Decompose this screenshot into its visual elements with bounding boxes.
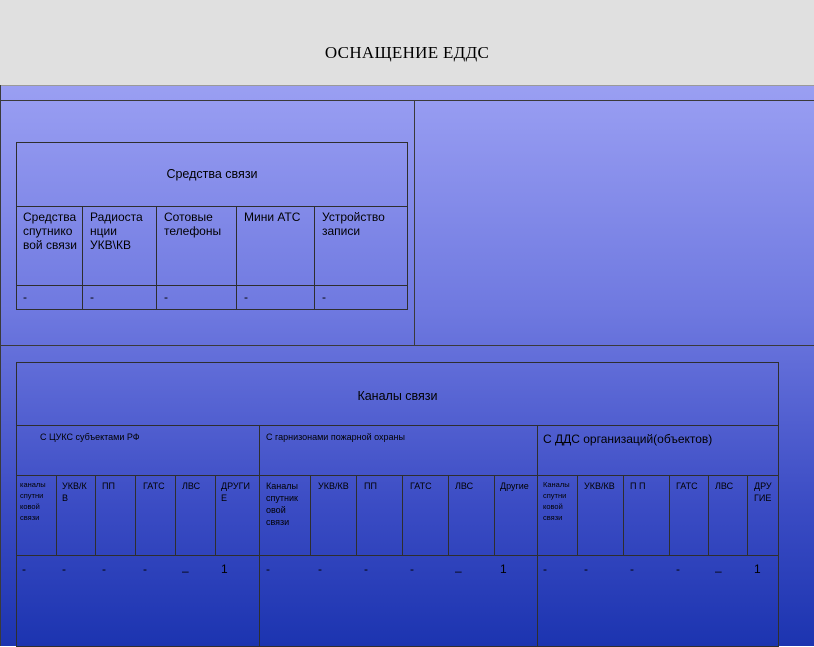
channels-title-divider [17,425,778,426]
frame-divider [414,100,415,345]
channels-col-divider [175,475,176,555]
channel-header: УКВ/КВ [318,481,349,491]
channels-col-divider [669,475,670,555]
channel-header: ГАТС [143,481,165,491]
channel-value: 1 [221,562,228,576]
comm-table-title: Средства связи [166,167,258,181]
channel-value: – [182,564,189,578]
channels-group-split [259,425,260,646]
channel-value: - [143,562,147,576]
channels-table-title: Каналы связи [357,389,438,403]
comm-title-divider [17,206,407,207]
channel-value: - [22,562,26,576]
comm-col-divider [236,206,237,309]
channel-header: ГАТС [676,481,698,491]
channel-header: ЛВС [182,481,201,491]
channel-header: П П [630,481,646,491]
channels-table [16,362,779,647]
channels-col-divider [708,475,709,555]
comm-header: Сотовые телефоны [164,210,222,238]
channels-col-divider [135,475,136,555]
channels-col-divider [448,475,449,555]
channels-col-divider [577,475,578,555]
comm-header: Мини АТС [244,210,301,224]
channels-col-divider [623,475,624,555]
comm-value: - [164,290,168,304]
channels-col-divider [310,475,311,555]
page-title: ОСНАЩЕНИЕ ЕДДС [324,43,490,62]
channel-header: УКВ/К В [62,481,87,503]
channel-value: - [676,562,680,576]
channel-header: ЛВС [455,481,474,491]
channel-value: - [266,562,270,576]
title-bar [0,0,814,86]
channel-value: - [318,562,322,576]
comm-value: - [244,290,248,304]
channel-value: - [584,562,588,576]
channel-header: ЛВС [715,481,734,491]
comm-header: Средства спутнико вой связи [23,210,77,252]
comm-header: Радиоста нции УКВ\КВ [90,210,143,252]
comm-col-divider [156,206,157,309]
frame-left [0,85,1,646]
channels-group-divider [17,475,778,476]
comm-value: - [23,290,27,304]
channel-header: ГАТС [410,481,432,491]
channels-col-divider [494,475,495,555]
group-label: С гарнизонами пожарной охраны [266,432,405,442]
channels-col-divider [215,475,216,555]
channel-header: ПП [102,481,115,491]
channel-value: - [102,562,106,576]
frame-mid [0,345,814,346]
comm-header: Устройство записи [322,210,385,238]
channel-header: Каналы спутни ковой связи [543,480,570,522]
channel-value: - [630,562,634,576]
group-label: С ДДС организаций(объектов) [543,432,713,446]
channels-col-divider [56,475,57,555]
channels-col-divider [747,475,748,555]
channel-value: - [62,562,66,576]
comm-col-divider [82,206,83,309]
channel-value: – [715,564,722,578]
channel-header: каналы спутни ковой связи [20,480,46,522]
channel-header: ДРУ ГИЕ [754,481,772,503]
channel-value: 1 [754,562,761,576]
channel-value: - [410,562,414,576]
channel-header: ПП [364,481,377,491]
channel-value: – [455,564,462,578]
comm-row-divider [17,285,407,286]
comm-col-divider [314,206,315,309]
channel-header: УКВ/КВ [584,481,615,491]
channels-col-divider [356,475,357,555]
channel-header: Другие [500,481,529,491]
channel-header: Каналы спутник овой связи [266,481,298,527]
channels-col-divider [402,475,403,555]
channel-value: - [543,562,547,576]
comm-value: - [322,290,326,304]
channel-value: - [364,562,368,576]
channels-col-divider [95,475,96,555]
channels-group-split [537,425,538,646]
group-label: С ЦУКС субъектами РФ [40,432,140,442]
channel-value: 1 [500,562,507,576]
channels-row-divider [17,555,778,556]
channel-header: ДРУГИ Е [221,481,250,503]
comm-value: - [90,290,94,304]
frame-top [0,100,814,101]
